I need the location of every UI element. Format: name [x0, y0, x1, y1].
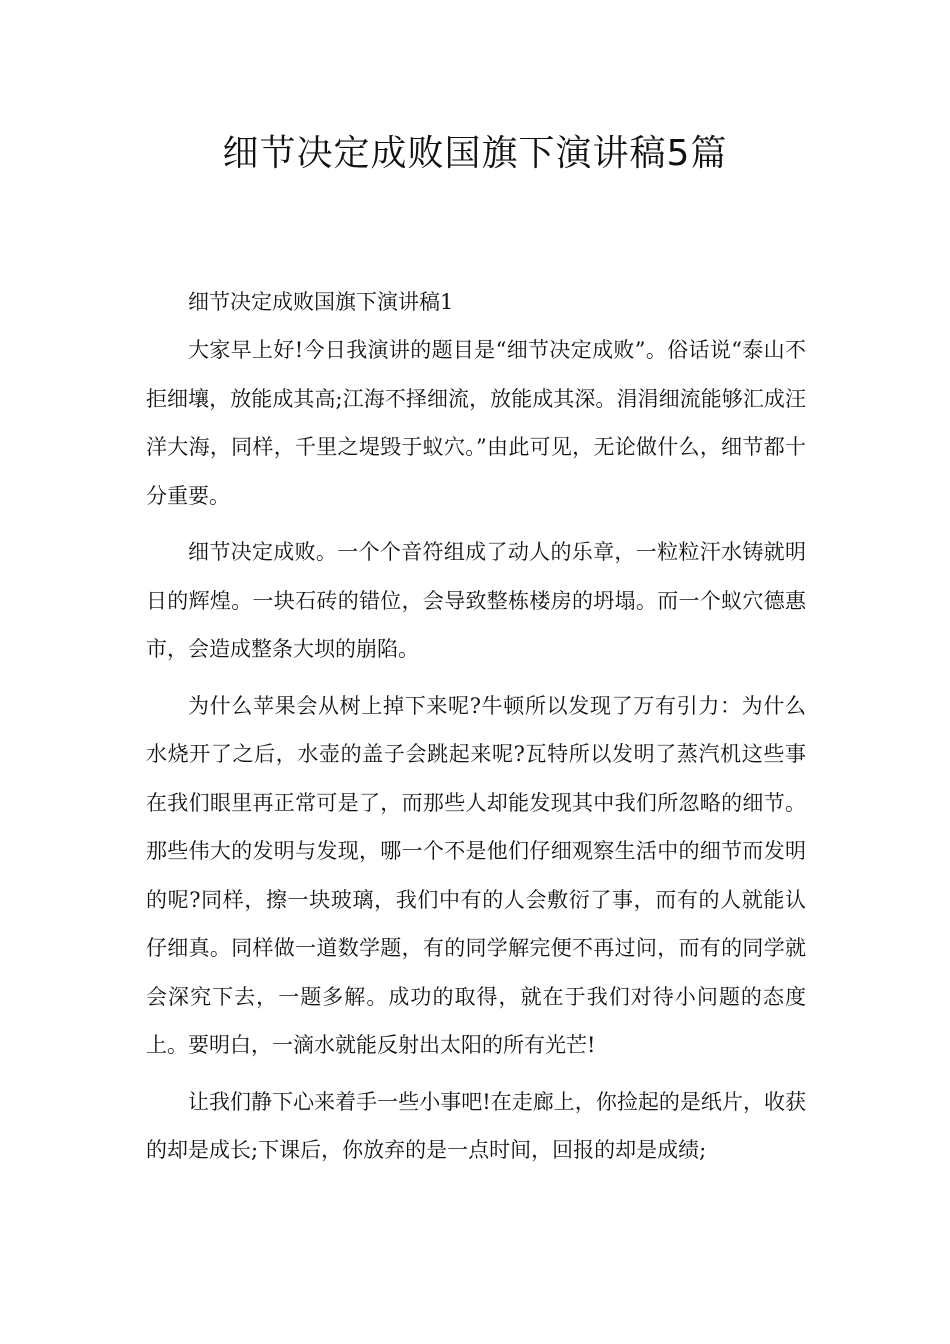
paragraph-1: 大家早上好!今日我演讲的题目是“细节决定成败”。俗话说“泰山不拒细壤，放能成其高;江海不择细流，放能成其深。涓涓细流能够汇成汪洋大海，同样，千里之堤毁于蚁穴。”由此可见，无论做什么，细节都十分重要。 — [146, 338, 806, 508]
paragraph-3: 为什么苹果会从树上掉下来呢?牛顿所以发现了万有引力：为什么水烧开了之后，水壶的盖子会跳起来呢?瓦特所以发明了蒸汽机这些事在我们眼里再正常可是了，而那些人却能发现其中我们所忽略的细节。那些伟大的发明与发现，哪一个不是他们仔细观察生活中的细节而发明的呢?同样，擦一块玻璃，我们中有的人会敷衍了事，而有的人就能认仔细真。同样做一道数学题，有的同学解完便不再过问，而有的同学就会深究下去，一题多解。成功的取得，就在于我们对待小问题的态度上。要明白，一滴水就能反射出太阳的所有光芒! — [146, 693, 806, 1057]
document-title: 细节决定成败国旗下演讲稿5篇 — [222, 133, 728, 174]
document-body — [146, 282, 806, 1183]
paragraph-2: 细节决定成败。一个个音符组成了动人的乐章，一粒粒汗水铸就明日的辉煌。一块石砖的错位，会导致整栋楼房的坍塌。而一个蚁穴德惠市，会造成整条大坝的崩陷。 — [146, 540, 806, 661]
section-heading: 细节决定成败国旗下演讲稿1 — [188, 290, 454, 314]
paragraph-4: 让我们静下心来着手一些小事吧!在走廊上，你捡起的是纸片，收获的却是成长;下课后，你放弃的是一点时间，回报的却是成绩; — [146, 1089, 806, 1162]
